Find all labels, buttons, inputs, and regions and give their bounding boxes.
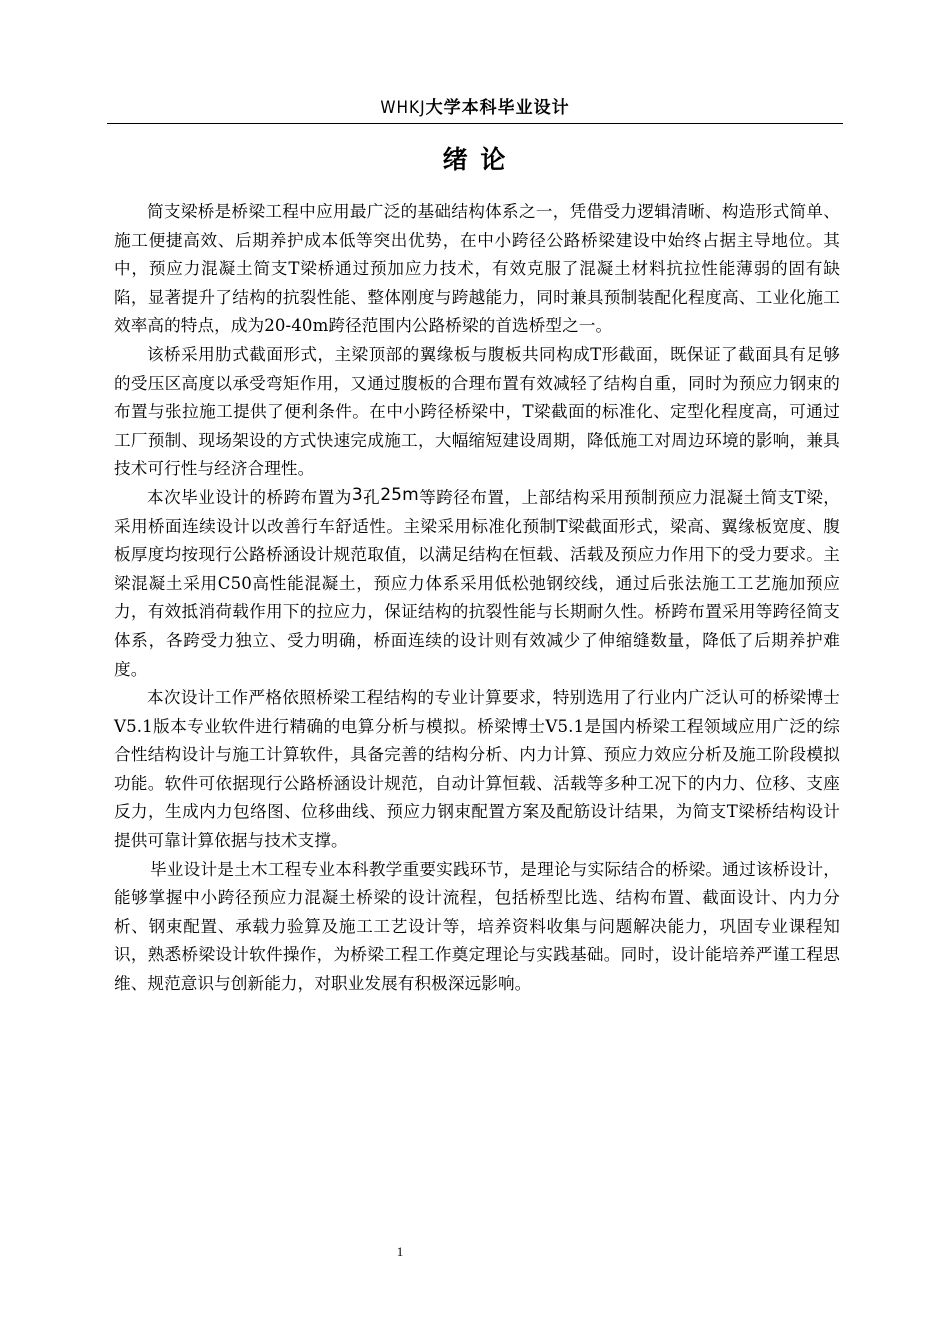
body-text xyxy=(114,198,840,999)
span-count: 3 xyxy=(351,484,363,505)
paragraph-4: 本次设计工作严格依照桥梁工程结构的专业计算要求，特别选用了行业内广泛认可的桥梁博士V5.1版本专业软件进行精确的电算分析与模拟。桥梁博士V5.1是国内桥梁工程领域应用广泛的综合性结构设计与施工计算软件，具备完善的结构分析、内力计算、预应力效应分析及施工阶段模拟功能。软件可依据现行公路桥涵设计规范，自动计算恒载、活载等多种工况下的内力、位移、支座反力，生成内力包络图、位移曲线、预应力钢束配置方案及配筋设计结果，为简支T梁桥结构设计提供可靠计算依据与技术支撑。 xyxy=(114,688,840,851)
header-code: WHKJ xyxy=(380,98,426,118)
paragraph-3 xyxy=(114,484,840,684)
span-length: 25m xyxy=(380,484,419,505)
paragraph-5: 毕业设计是土木工程专业本科教学重要实践环节，是理论与实际结合的桥梁。通过该桥设计，能够掌握中小跨径预应力混凝土桥梁的设计流程，包括桥型比选、结构布置、截面设计、内力分析、钢束配置、承载力验算及施工工艺设计等，培养资料收集与问题解决能力，巩固专业课程知识，熟悉桥梁设计软件操作，为桥梁工程工作奠定理论与实践基础。同时，设计能培养严谨工程思维、规范意识与创新能力，对职业发展有积极深远影响。 xyxy=(114,859,840,994)
paragraph-3-lead: 本次毕业设计的桥跨布置为 xyxy=(147,487,352,507)
page-header xyxy=(107,96,843,124)
span-unit: 孔 xyxy=(362,487,381,507)
paragraph-2: 该桥采用肋式截面形式，主梁顶部的翼缘板与腹板共同构成T形截面，既保证了截面具有足够的受压区高度以承受弯矩作用，又通过腹板的合理布置有效减轻了结构自重，同时为预应力钢束的布置与张拉施工提供了便利条件。在中小跨径桥梁中，T梁截面的标准化、定型化程度高，可通过工厂预制、现场架设的方式快速完成施工，大幅缩短建设周期，降低施工对周边环境的影响，兼具技术可行性与经济合理性。 xyxy=(114,344,840,479)
paragraph-3-rest: 等跨径布置，上部结构采用预制预应力混凝土简支T梁，采用桥面连续设计以改善行车舒适性。主梁采用标准化预制T梁截面形式，梁高、翼缘板宽度、腹板厚度均按现行公路桥涵设计规范取值，以满足结构在恒载、活载及预应力作用下的受力要求。主梁混凝土采用C50高性能混凝土，预应力体系采用低松弛钢绞线，通过后张法施工工艺施加预应力，有效抵消荷载作用下的拉应力，保证结构的抗裂性能与长期耐久性。桥跨布置采用等跨径简支体系，各跨受力独立、受力明确，桥面连续的设计则有效减少了伸缩缝数量，降低了后期养护难度。 xyxy=(114,487,840,679)
header-title: 大学本科毕业设计 xyxy=(425,98,570,118)
header-rule xyxy=(107,123,843,124)
chapter-title: 绪 论 xyxy=(442,145,508,174)
paragraph-1: 简支梁桥是桥梁工程中应用最广泛的基础结构体系之一，凭借受力逻辑清晰、构造形式简单、施工便捷高效、后期养护成本低等突出优势，在中小跨径公路桥梁建设中始终占据主导地位。其中，预应力混凝土简支T梁桥通过预加应力技术，有效克服了混凝土材料抗拉性能薄弱的固有缺陷，显著提升了结构的抗裂性能、整体刚度与跨越能力，同时兼具预制装配化程度高、工业化施工效率高的特点，成为20-40m跨径范围内公路桥梁的首选桥型之一。 xyxy=(114,202,840,336)
page-number: 1 xyxy=(396,1244,404,1259)
